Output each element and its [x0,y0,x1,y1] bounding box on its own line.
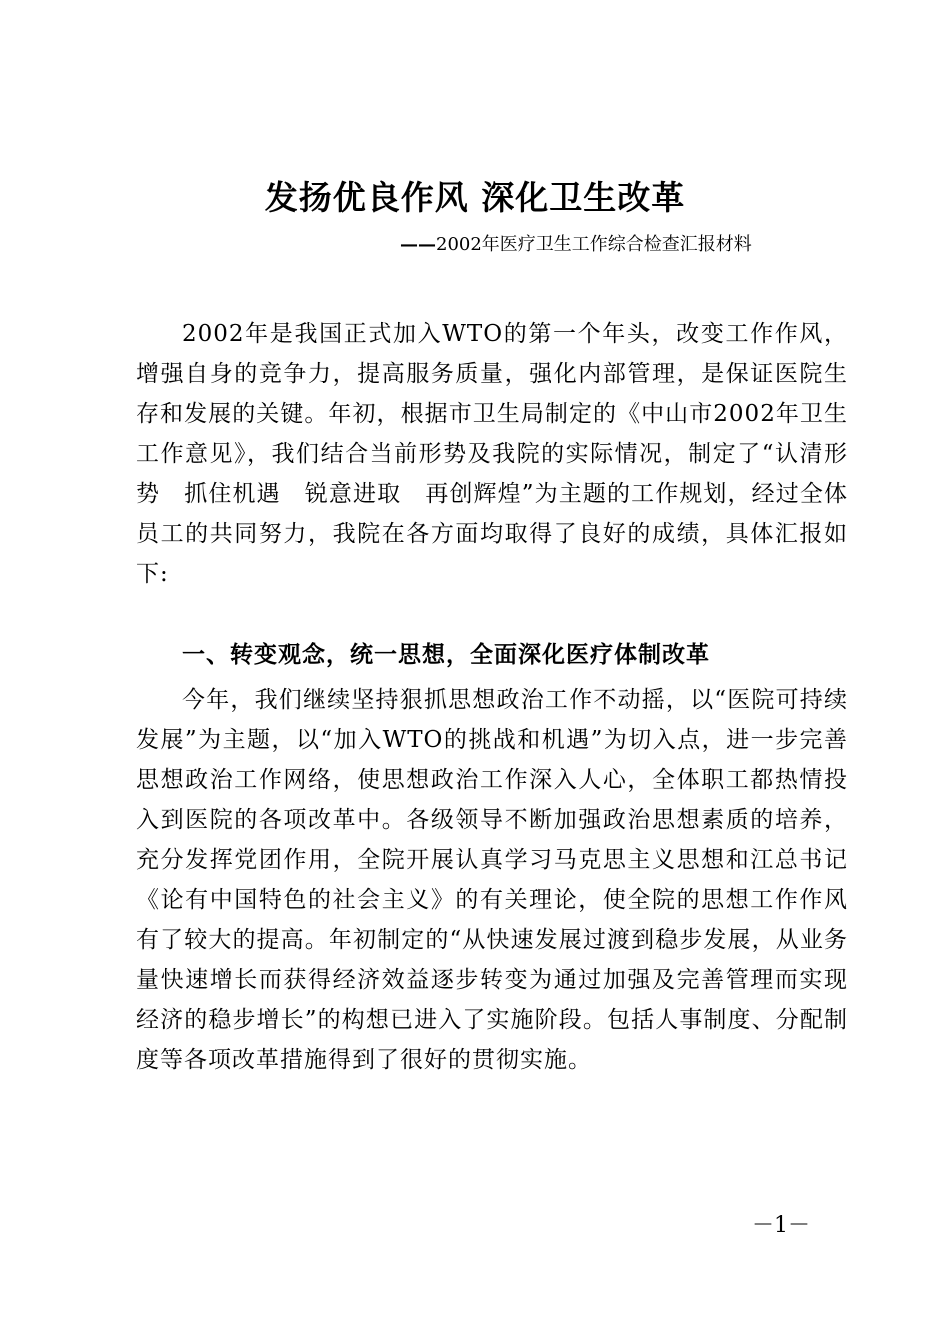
document-subtitle [400,230,752,256]
subtitle-dash: —— [400,234,436,255]
section-heading-1: 一、转变观念，统一思想，全面深化医疗体制改革 [182,642,710,668]
document-title: 发扬优良作风 深化卫生改革 [264,178,686,217]
section-1-paragraph: 今年，我们继续坚持狠抓思想政治工作不动摇，以“医院可持续发展”为主题，以“加入WTO的挑战和机遇”为切入点，进一步完善思想政治工作网络，使思想政治工作深入人心，全体职工都热情投入到医院的各项改革中。各级领导不断加强政治思想素质的培养，充分发挥党团作用，全院开展认真学习马克思主义思想和江总书记《论有中国特色的社会主义》的有关理论，使全院的思想工作作风有了较大的提高。年初制定的“从快速发展过渡到稳步发展，从业务量快速增长而获得经济效益逐步转变为通过加强及完善管理而实现经济的稳步增长”的构想已进入了实施阶段。包括人事制度、分配制度等各项改革措施得到了很好的贯彻实施。 [136,687,848,1073]
page-number: －1－ [752,1213,810,1238]
intro-paragraph: 2002年是我国正式加入WTO的第一个年头，改变工作作风，增强自身的竞争力，提高服务质量，强化内部管理，是保证医院生存和发展的关键。年初，根据市卫生局制定的《中山市2002年卫生工作意见》，我们结合当前形势及我院的实际情况，制定了“认清形势 抓住机遇 锐意进取 再创辉煌”为主题的工作规划，经过全体员工的共同努力，我院在各方面均取得了良好的成绩，具体汇报如下: [136,321,848,587]
subtitle-text: 2002年医疗卫生工作综合检查汇报材料 [436,234,752,255]
